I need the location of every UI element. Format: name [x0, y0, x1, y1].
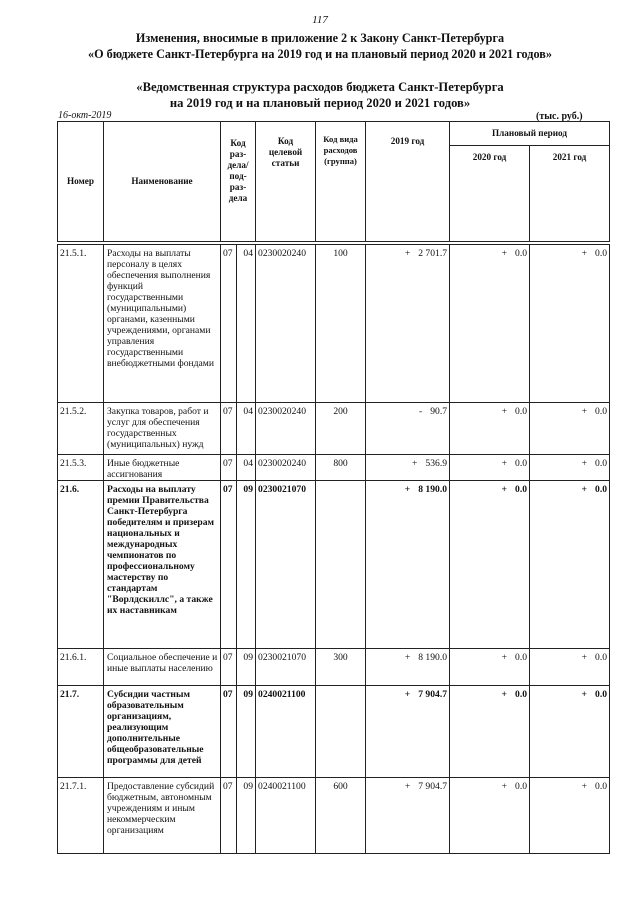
row-number: 21.5.3. — [58, 455, 104, 481]
header-target-code: Код целевой статьи — [256, 122, 316, 242]
table-row — [58, 403, 610, 455]
row-name: Социальное обеспечение и иные выплаты населению — [104, 649, 221, 686]
amount-value: 90.7 — [430, 406, 448, 417]
amount-sign: + — [404, 781, 411, 792]
amount-value: 7 904.7 — [418, 689, 448, 700]
amount-value: 0.0 — [515, 781, 528, 792]
amount-value: 0.0 — [515, 484, 528, 495]
amount-sign: + — [501, 781, 508, 792]
subtitle-line-2: на 2019 год и на плановый период 2020 и 2021 годов» — [169, 96, 471, 110]
row-section: 07 — [221, 245, 237, 403]
row-amount-2021 — [530, 455, 610, 481]
amount-sign: + — [501, 406, 508, 417]
row-amount-2019 — [366, 481, 450, 649]
row-expense-type: 100 — [316, 245, 366, 403]
table-row — [58, 245, 610, 403]
header-2021: 2021 год — [530, 146, 610, 170]
row-amount-2019 — [366, 649, 450, 686]
page-number: 117 — [312, 14, 328, 26]
amount-sign: + — [404, 484, 411, 495]
row-number: 21.7. — [58, 686, 104, 778]
header-2020: 2020 год — [450, 146, 530, 170]
row-amount-2020 — [450, 778, 530, 854]
row-number: 21.6. — [58, 481, 104, 649]
row-name: Предоставление субсидий бюджетным, автономным учреждениям и иным некоммерческим организациям — [104, 778, 221, 854]
amount-sign: + — [581, 652, 588, 663]
row-amount-2021 — [530, 686, 610, 778]
header-expense-type: Код вида расходов (группа) — [316, 122, 366, 242]
header-name: Наименование — [104, 122, 221, 242]
header-2019: 2019 год — [366, 122, 450, 242]
amount-value: 0.0 — [515, 652, 528, 663]
amount-sign: + — [501, 458, 508, 469]
row-subsection: 04 — [237, 455, 256, 481]
amount-value: 0.0 — [595, 652, 608, 663]
row-amount-2020 — [450, 481, 530, 649]
amount-sign: + — [581, 484, 588, 495]
row-amount-2019 — [366, 245, 450, 403]
table-row — [58, 455, 610, 481]
amount-sign: + — [581, 781, 588, 792]
row-name: Субсидии частным образовательным организациям, реализующим дополнительные общеобразовательные программы для детей — [104, 686, 221, 778]
amount-sign: + — [501, 689, 508, 700]
amount-value: 7 904.7 — [418, 781, 448, 792]
amount-sign: + — [501, 484, 508, 495]
row-section: 07 — [221, 403, 237, 455]
row-expense-type — [316, 481, 366, 649]
row-number: 21.5.1. — [58, 245, 104, 403]
row-subsection: 04 — [237, 403, 256, 455]
amount-sign: - — [419, 406, 423, 417]
units-label: (тыс. руб.) — [536, 111, 583, 122]
amount-sign: + — [404, 248, 411, 259]
amount-value: 2 701.7 — [418, 248, 448, 259]
amount-value: 0.0 — [595, 484, 608, 495]
table-row — [58, 481, 610, 649]
amount-sign: + — [404, 689, 411, 700]
row-expense-type: 800 — [316, 455, 366, 481]
row-amount-2020 — [450, 403, 530, 455]
amount-sign: + — [501, 652, 508, 663]
row-amount-2019 — [366, 686, 450, 778]
table-row — [58, 778, 610, 854]
amount-sign: + — [581, 458, 588, 469]
row-amount-2020 — [450, 686, 530, 778]
row-expense-type: 200 — [316, 403, 366, 455]
row-target-code: 0230020240 — [256, 245, 316, 403]
row-amount-2019 — [366, 455, 450, 481]
row-section: 07 — [221, 686, 237, 778]
amount-sign: + — [501, 248, 508, 259]
row-subsection: 09 — [237, 778, 256, 854]
row-name: Иные бюджетные ассигнования — [104, 455, 221, 481]
row-name: Расходы на выплаты персоналу в целях обеспечения выполнения функций государственными (муниципальными) органами, казенными учреждениями, органами управления государственными внебюджетными фондами — [104, 245, 221, 403]
row-name: Закупка товаров, работ и услуг для обеспечения государственных (муниципальных) нужд — [104, 403, 221, 455]
row-amount-2019 — [366, 778, 450, 854]
row-expense-type — [316, 686, 366, 778]
row-target-code: 0240021100 — [256, 686, 316, 778]
row-section: 07 — [221, 481, 237, 649]
row-amount-2019 — [366, 403, 450, 455]
amount-sign: + — [581, 248, 588, 259]
row-amount-2020 — [450, 455, 530, 481]
row-amount-2021 — [530, 649, 610, 686]
header-planned-period: Плановый период — [450, 122, 610, 146]
amount-value: 0.0 — [595, 689, 608, 700]
header-section-code: Код раз-дела/ под-раз-дела — [221, 122, 256, 242]
amount-value: 8 190.0 — [418, 484, 448, 495]
amount-value: 536.9 — [425, 458, 448, 469]
header-number: Номер — [58, 122, 104, 242]
row-target-code: 0230020240 — [256, 403, 316, 455]
amount-value: 8 190.0 — [418, 652, 448, 663]
amount-sign: + — [581, 406, 588, 417]
amount-value: 0.0 — [515, 406, 528, 417]
row-target-code: 0230021070 — [256, 481, 316, 649]
row-amount-2020 — [450, 245, 530, 403]
row-section: 07 — [221, 455, 237, 481]
row-amount-2021 — [530, 403, 610, 455]
amount-value: 0.0 — [515, 458, 528, 469]
amount-value: 0.0 — [595, 406, 608, 417]
row-target-code: 0230021070 — [256, 649, 316, 686]
amount-value: 0.0 — [595, 458, 608, 469]
title-line-1: Изменения, вносимые в приложение 2 к Закону Санкт-Петербурга — [135, 31, 505, 45]
amount-sign: + — [412, 458, 418, 469]
amount-value: 0.0 — [515, 689, 528, 700]
amount-value: 0.0 — [595, 248, 608, 259]
row-target-code: 0230020240 — [256, 455, 316, 481]
budget-table — [57, 121, 610, 854]
amount-sign: + — [404, 652, 411, 663]
row-section: 07 — [221, 649, 237, 686]
row-expense-type: 300 — [316, 649, 366, 686]
row-target-code: 0240021100 — [256, 778, 316, 854]
row-subsection: 04 — [237, 245, 256, 403]
row-expense-type: 600 — [316, 778, 366, 854]
row-number: 21.7.1. — [58, 778, 104, 854]
row-name: Расходы на выплату премии Правительства Санкт-Петербурга победителям и призерам национальных и международных чемпионатов по профессиональному мастерству по стандартам "Ворлдскиллс", а также их наставникам — [104, 481, 221, 649]
table-row — [58, 649, 610, 686]
row-amount-2021 — [530, 245, 610, 403]
row-amount-2021 — [530, 481, 610, 649]
row-number: 21.5.2. — [58, 403, 104, 455]
amount-sign: + — [581, 689, 588, 700]
table-row — [58, 686, 610, 778]
row-number: 21.6.1. — [58, 649, 104, 686]
title-line-2: «О бюджете Санкт-Петербурга на 2019 год и на плановый период 2020 и 2021 годов» — [88, 47, 552, 61]
row-section: 07 — [221, 778, 237, 854]
amount-value: 0.0 — [515, 248, 528, 259]
row-subsection: 09 — [237, 481, 256, 649]
row-amount-2020 — [450, 649, 530, 686]
subtitle-line-1: «Ведомственная структура расходов бюджета Санкт-Петербурга — [136, 80, 504, 94]
document-date: 16-окт-2019 — [58, 110, 112, 121]
row-subsection: 09 — [237, 649, 256, 686]
row-amount-2021 — [530, 778, 610, 854]
amount-value: 0.0 — [595, 781, 608, 792]
row-subsection: 09 — [237, 686, 256, 778]
